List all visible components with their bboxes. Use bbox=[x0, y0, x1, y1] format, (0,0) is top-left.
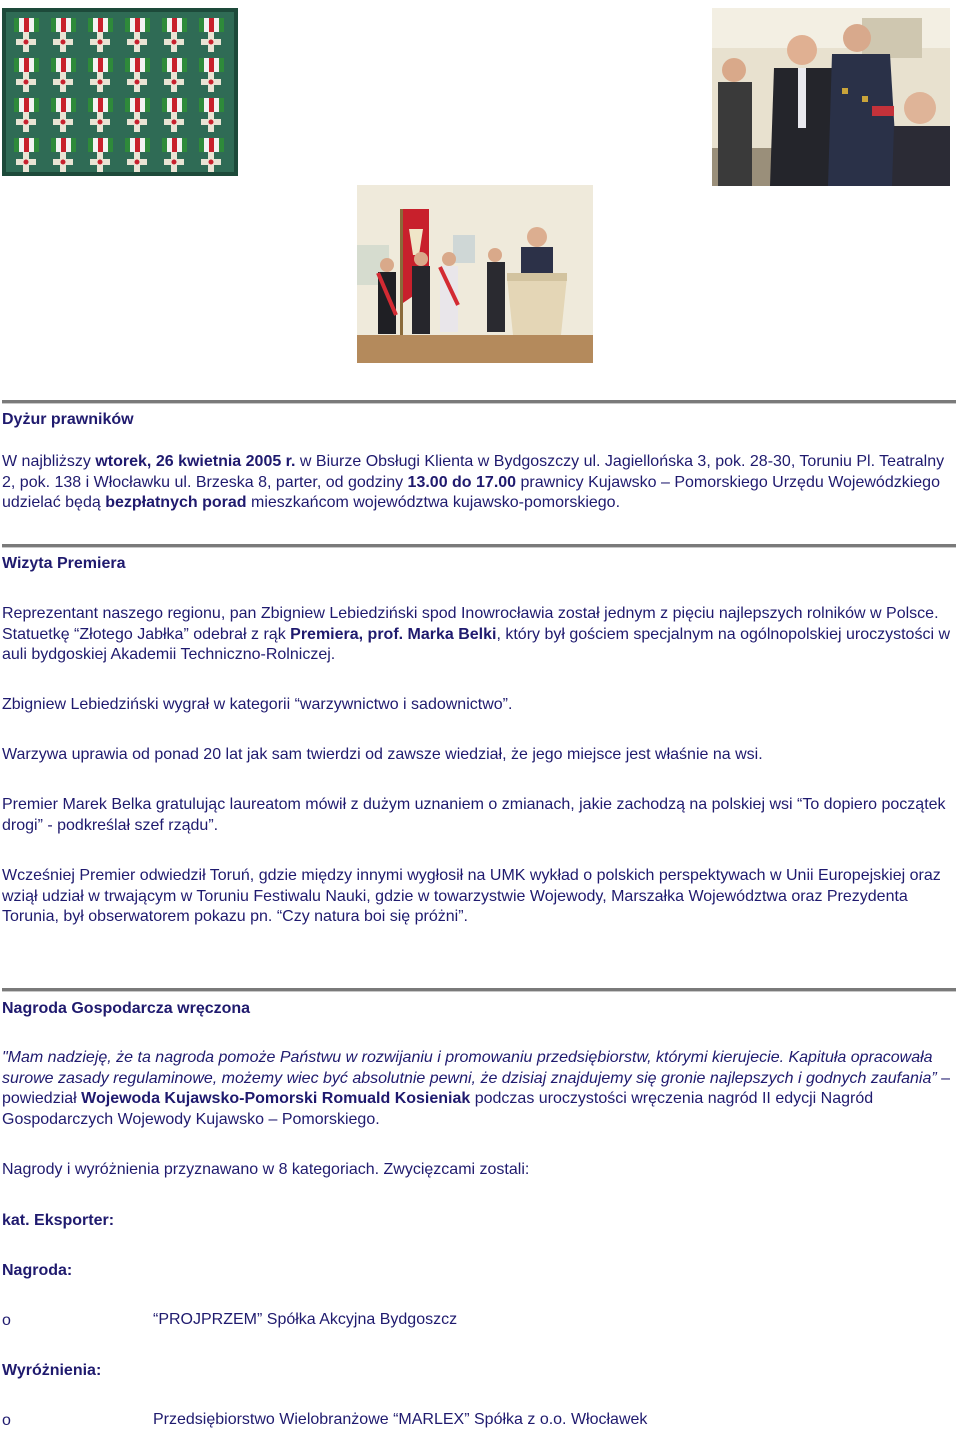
award-label: Nagroda: bbox=[2, 1262, 73, 1279]
premier-paragraph-2: Zbigniew Lebiedziński wygrał w kategorii “warzywnictwo i sadownictwo”. bbox=[2, 696, 513, 713]
distinctions-label: Wyróżnienia: bbox=[2, 1362, 102, 1379]
category-label: kat. Eksporter: bbox=[2, 1212, 115, 1229]
nagroda-paragraph-2: Nagrody i wyróżnienia przyznawano w 8 kategoriach. Zwycięzcami zostali: bbox=[2, 1161, 530, 1178]
section-divider bbox=[2, 400, 956, 404]
premier-paragraph-5: Wcześniej Premier odwiedził Toruń, gdzie między innymi wygłosił na UMK wykład o polskich perspektywach w Unii Europejskiej oraz wziął udział w trwającym w Toruniu Festiwalu Nauki, gdzie w towarzystwie Wojewody, Marszałka Województwa oraz Prezydenta Torunia, był obserwatorem pokazu pn. “Czy natura boi się próżni”. bbox=[2, 867, 941, 925]
winner-item: “PROJPRZEM” Spółka Akcyjna Bydgoszcz bbox=[153, 1311, 458, 1328]
premier-speech-photo bbox=[357, 185, 593, 363]
list-bullet: o bbox=[2, 1412, 11, 1429]
distinction-item: Przedsiębiorstwo Wielobranżowe “MARLEX” Spółka z o.o. Włocławek bbox=[153, 1411, 648, 1428]
section-heading-duzur: Dyżur prawników bbox=[2, 411, 134, 428]
award-ceremony-photo bbox=[712, 8, 950, 186]
section-heading-nagroda: Nagroda Gospodarcza wręczona bbox=[2, 1000, 251, 1017]
section-heading-premier: Wizyta Premiera bbox=[2, 555, 126, 572]
premier-paragraph-3: Warzywa uprawia od ponad 20 lat jak sam twierdzi od zawsze wiedział, że jego miejsce jest właśnie na wsi. bbox=[2, 746, 763, 763]
premier-paragraph-4: Premier Marek Belka gratulując laureatom mówił z dużym uznaniem o zmianach, jakie zachodzą na polskiej wsi “To dopiero początek drogi” - podkreślał szef rządu”. bbox=[2, 796, 946, 834]
nagroda-paragraph-1: "Mam nadzieję, że ta nagroda pomoże Państwu w rozwijaniu i promowaniu przedsiębiorstw, którymi kierujecie. Kapituła opracowała surowe zasady regulaminowe, możemy wiec być absolutnie pewni, że dzisiaj znajdujemy się gronie najlepszych i godnych zaufania” – powiedział Wojewoda Kujawsko-Pomorski Romuald Kosieniak podczas uroczystości wręczenia nagród II edycji Nagród Gospodarczych Wojewody Kujawsko – Pomorskiego. bbox=[2, 1049, 951, 1128]
section-divider bbox=[2, 988, 956, 992]
list-bullet: o bbox=[2, 1312, 11, 1329]
premier-paragraph-1: Reprezentant naszego regionu, pan Zbigniew Lebiedziński spod Inowrocławia został jednym z pięciu najlepszych rolników w Polsce. Statuetkę “Złotego Jabłka” odebrał z rąk Premiera, prof. Marka Belki, który był gościem specjalnym na ogólnopolskiej uroczystości w auli bydgoskiej Akademii Techniczno-Rolniczej. bbox=[2, 605, 950, 663]
medals-photo bbox=[2, 8, 238, 176]
duzur-paragraph: W najbliższy wtorek, 26 kwietnia 2005 r. w Biurze Obsługi Klienta w Bydgoszczy ul. Jagiellońska 3, pok. 28-30, Toruniu Pl. Teatralny 2, pok. 138 i Włocławku ul. Brzeska 8, parter, od godziny 13.00 do 17.00 prawnicy Kujawsko – Pomorskiego Urzędu Wojewódzkiego udzielać będą bezpłatnych porad mieszkańcom województwa kujawsko-pomorskiego. bbox=[2, 453, 945, 511]
section-divider bbox=[2, 544, 956, 548]
